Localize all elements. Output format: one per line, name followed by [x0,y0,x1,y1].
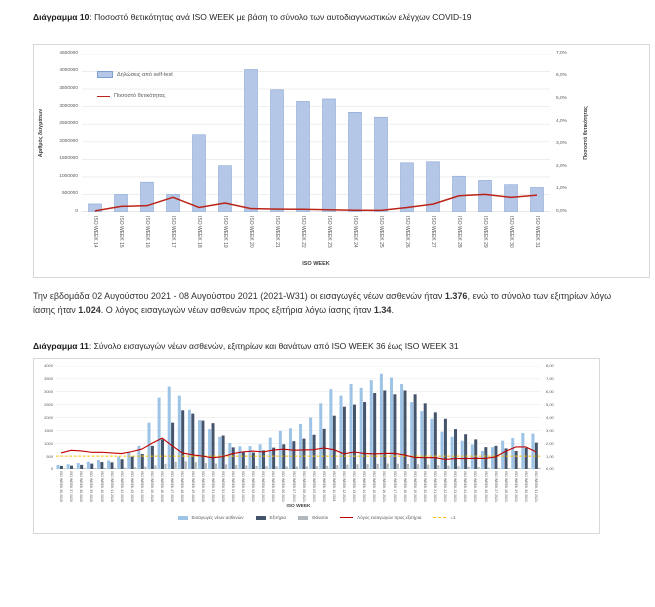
bar-1-week-22 [282,444,285,469]
bar-1-week-38 [444,419,447,469]
bar-0-week-8 [297,101,310,212]
x-axis-label: ISO WEEK 19 [222,216,228,248]
x-axis-label: ISO WEEK 10 2021 [321,471,326,502]
bar-2-week-45 [518,468,520,469]
bar-1-week-37 [434,412,437,469]
x-axis-label: ISO WEEK 47 2020 [170,471,175,502]
x-axis-label: ISO WEEK 41 2020 [109,471,114,502]
bar-0-week-1 [67,464,70,469]
x-axis-label: ISO WEEK 29 [482,216,488,248]
chart10-right-axis-title: Ποσοστό θετικότητας [583,106,589,160]
legend-label: =1 [450,515,456,520]
bar-0-week-39 [451,437,454,469]
x-axis-label: ISO WEEK 09 2021 [311,471,316,502]
left-axis-tick: 1500000 [59,156,78,162]
right-axis-tick: 0,0% [556,208,567,214]
x-axis-label: ISO WEEK 13 2021 [352,471,357,502]
x-axis-label: ISO WEEK 04 2021 [261,471,266,502]
x-axis-label: ISO WEEK 20 2021 [422,471,427,502]
bar-0-week-7 [271,90,284,212]
right-axis-tick: 2,0% [556,163,567,169]
x-axis-label: ISO WEEK 30 2021 [523,471,528,502]
chart-plot-area [56,366,541,469]
chart11-heading [33,341,459,351]
bar-0-week-14 [453,176,466,212]
bar-1-week-30 [363,402,366,469]
bar-2-week-40 [468,467,470,469]
bar-0-week-23 [289,428,292,469]
x-axis-label: ISO WEEK 27 2021 [493,471,498,502]
bar-2-week-13 [195,462,197,469]
bar-2-week-36 [427,465,429,469]
x-axis-label: ISO WEEK 37 2020 [69,471,74,502]
bar-0-week-16 [505,185,518,212]
left-axis-tick: 0 [75,208,78,214]
x-axis-label: ISO WEEK 17 2021 [392,471,397,502]
x-axis-label: ISO WEEK 29 2021 [513,471,518,502]
x-axis-label: ISO WEEK 43 2020 [129,471,134,502]
left-axis-tick: 500 [46,453,53,459]
bar-1-week-23 [292,441,295,469]
chart10-heading-label: Διάγραμμα 10 [33,12,90,22]
bar-0-week-26 [319,403,322,469]
bar-0-week-3 [87,462,90,469]
left-axis-tick: 0 [50,466,53,472]
bar-1-week-10 [161,439,164,469]
x-axis-label: ISO WEEK 52 2020 [220,471,225,502]
x-axis-label: ISO WEEK 25 [378,216,384,248]
bar-1-week-0 [60,466,63,469]
bar-0-week-37 [430,419,433,469]
chart-legend [34,515,599,520]
bar-2-week-3 [94,468,96,469]
chart10-x-axis-title: ISO WEEK [302,261,330,267]
x-axis-label: ISO WEEK 28 [456,216,462,248]
left-axis-tick: 4500000 [59,50,78,56]
bar-1-week-28 [343,407,346,469]
right-axis-tick: 6,0% [556,73,567,79]
right-axis-tick: 4,0% [556,118,567,124]
bar-2-week-16 [225,464,227,469]
legend-swatch [433,517,446,518]
chart-legend [97,71,173,99]
bar-2-week-15 [215,464,217,469]
legend-item [298,515,328,520]
bar-1-week-6 [121,459,124,469]
right-axis-tick: 5,00 [546,402,554,408]
bar-0-week-17 [531,187,544,212]
x-axis-label: ISO WEEK 27 [430,216,436,248]
bar-1-week-13 [191,414,194,469]
bar-2-week-21 [276,466,278,469]
bar-2-week-44 [508,468,510,469]
bar-2-week-18 [245,465,247,469]
bar-2-week-20 [265,466,267,469]
bar-0-week-14 [198,420,201,469]
bar-2-week-0 [63,468,65,469]
bar-0-week-46 [521,433,524,469]
bar-2-week-6 [124,468,126,469]
legend-item [97,71,173,78]
x-axis-label: ISO WEEK 28 2021 [503,471,508,502]
bar-0-week-28 [339,396,342,469]
paragraph-value: 1.024 [78,304,101,315]
chart11-figure [33,358,600,534]
legend-item [340,515,421,520]
bar-0-week-6 [245,69,258,212]
bar-0-week-19 [249,446,252,469]
bar-2-week-29 [356,464,358,469]
bar-2-week-28 [346,465,348,469]
bar-1-week-29 [353,405,356,469]
x-axis-label: ISO WEEK 12 2021 [342,471,347,502]
bar-2-week-47 [538,468,540,469]
x-axis-label: ISO WEEK 46 2020 [160,471,165,502]
x-axis-label: ISO WEEK 23 [326,216,332,248]
bar-2-week-19 [255,466,257,469]
x-axis-label: ISO WEEK 06 2021 [281,471,286,502]
legend-swatch [178,516,188,520]
legend-label: Δηλώσεις από self-test [117,71,173,78]
bar-1-week-41 [474,439,477,469]
bar-2-week-35 [417,464,419,469]
x-axis-label: ISO WEEK 24 [352,216,358,248]
bar-0-week-18 [238,446,241,469]
x-axis-label: ISO WEEK 18 [196,216,202,248]
bar-0-week-11 [375,117,388,212]
bar-1-week-45 [515,451,518,469]
left-axis-tick: 2500 [44,402,53,408]
left-axis-tick: 3500000 [59,85,78,91]
x-axis-label: ISO WEEK 15 [118,216,124,248]
paragraph-value: 1.376 [444,291,468,301]
bar-1-week-31 [373,393,376,469]
x-axis-label: ISO WEEK 36 2020 [59,471,64,502]
x-axis-label: ISO WEEK 21 [274,216,280,248]
x-axis-label: ISO WEEK 08 2021 [301,471,306,502]
bar-2-week-9 [154,465,156,469]
bar-1-week-32 [383,390,386,469]
bar-2-week-7 [134,467,136,469]
bar-0-week-6 [117,457,120,469]
bar-2-week-37 [437,465,439,469]
left-axis-tick: 2000 [44,414,53,420]
x-axis-label: ISO WEEK 22 2021 [443,471,448,502]
paragraph-text: , ενώ το σύνολο των εξιτηρίων λόγω ίασης ήταν [33,291,612,315]
bar-0-week-13 [188,410,191,469]
bar-0-week-21 [269,438,272,469]
bar-0-week-40 [461,441,464,469]
x-axis-label: ISO WEEK 49 2020 [190,471,195,502]
x-axis-label: ISO WEEK 11 2021 [331,471,336,502]
bar-2-week-32 [387,464,389,469]
bar-2-week-11 [174,462,176,469]
bar-0-week-44 [501,441,504,469]
paragraph-text: . Ο λόγος εισαγωγών νέων ασθενών προς εξιτήρια λόγω ίασης ήταν [100,304,374,315]
bar-1-week-46 [525,448,528,469]
right-axis-tick: 3,00 [546,427,554,433]
bar-2-week-14 [205,463,207,469]
bar-0-week-36 [420,411,423,469]
x-axis-label: ISO WEEK 44 2020 [139,471,144,502]
bar-0-week-5 [219,166,232,212]
bar-1-week-18 [242,452,245,469]
right-axis-tick: 5,0% [556,96,567,102]
x-axis-label: ISO WEEK 21 2021 [433,471,437,502]
chart10-left-axis-title: Αριθμός δειγμάτων [38,108,45,158]
bar-2-week-27 [336,465,338,469]
x-axis-label: ISO WEEK 22 [300,216,306,248]
bar-2-week-30 [366,464,368,469]
bar-2-week-24 [306,466,308,469]
x-axis-label: ISO WEEK 23 2021 [453,471,458,502]
left-axis-tick: 4000000 [59,68,78,74]
x-axis-label: ISO WEEK 39 2020 [89,471,94,502]
bar-2-week-23 [296,466,298,469]
bar-0-week-0 [57,465,60,469]
bar-0-week-12 [401,163,414,212]
bar-1-week-17 [232,447,235,469]
bar-2-week-8 [144,467,146,469]
x-axis-label: ISO WEEK 16 2021 [382,471,387,502]
legend-label: Ποσοστό θετικότητας [114,93,166,99]
bar-1-week-2 [80,465,83,469]
x-axis-label: ISO WEEK 38 2020 [79,471,84,502]
summary-paragraph [33,290,625,318]
bar-1-week-19 [252,453,255,469]
bar-2-week-12 [185,461,187,469]
bar-1-week-5 [110,462,113,469]
chart10-heading-text: : Ποσοστό θετικότητας ανά ISO WEEK με βάση το σύνολο των αυτοδιαγνωστικών ελέγχων COVID-19 [89,12,472,22]
right-axis-tick: 6,00 [546,389,554,395]
x-axis-label: ISO WEEK 14 [92,216,98,248]
x-axis-label: ISO WEEK 40 2020 [99,471,104,502]
bar-0-week-10 [158,398,161,469]
right-axis-tick: 2,00 [546,440,554,446]
x-axis-label: ISO WEEK 07 2021 [291,471,296,502]
bar-2-week-43 [498,468,500,469]
bar-1-week-27 [333,416,336,469]
x-axis-label: ISO WEEK 24 2021 [463,471,468,502]
bar-2-week-33 [397,464,399,469]
x-axis-label: ISO WEEK 30 [508,216,514,248]
chart11-heading-label: Διάγραμμα 11 [33,341,89,351]
bar-0-week-15 [208,429,211,469]
bar-1-week-24 [302,439,305,469]
bar-0-week-2 [77,463,80,469]
bar-0-week-32 [380,374,383,469]
bar-2-week-22 [286,466,288,469]
x-axis-label: ISO WEEK 45 2020 [150,471,155,502]
bar-0-week-11 [168,387,171,469]
legend-item [256,515,286,520]
legend-label: Εισαγωγές νέων ασθενών [191,515,244,520]
legend-label: Εξιτήρια [269,515,286,520]
x-axis-label: ISO WEEK 31 [534,216,540,248]
x-axis-label: ISO WEEK 15 2021 [372,471,377,502]
legend-swatch [97,71,113,78]
paragraph-text: . [391,304,394,315]
x-axis-label: ISO WEEK 01 2021 [230,471,235,502]
legend-swatch [298,516,308,520]
left-axis-tick: 2500000 [59,121,78,127]
bar-1-week-25 [313,435,316,469]
right-axis-tick: 3,0% [556,141,567,147]
bar-0-week-15 [479,180,492,212]
bar-0-week-41 [471,445,474,469]
bar-1-week-36 [424,403,427,469]
x-axis-label: ISO WEEK 26 [404,216,410,248]
left-axis-tick: 1000000 [59,173,78,179]
right-axis-tick: 1,00 [546,453,554,459]
x-axis-label: ISO WEEK 20 [248,216,254,248]
chart10-figure [33,44,650,278]
right-axis-tick: 0,00 [546,466,554,472]
x-axis-label: ISO WEEK 31 2021 [534,471,539,502]
bar-2-week-1 [73,468,75,469]
bar-2-week-41 [478,467,480,469]
x-axis-label: ISO WEEK 03 2021 [251,471,256,502]
bar-2-week-25 [316,466,318,469]
chart10-right-axis-title-wrap [580,54,592,212]
bar-0-week-4 [193,135,206,212]
x-axis-label: ISO WEEK 25 2021 [473,471,478,502]
bar-0-week-10 [349,112,362,212]
left-axis-tick: 3500 [44,376,53,382]
bar-0-week-20 [259,444,262,469]
bar-0-week-45 [511,438,514,469]
bar-0-week-1 [115,194,128,212]
left-axis-tick: 3000000 [59,103,78,109]
x-axis-label: ISO WEEK 51 2020 [210,471,215,502]
bar-1-week-20 [262,450,265,469]
bar-0-week-42 [481,451,484,469]
bar-2-week-17 [235,465,237,469]
chart10-left-axis-title-wrap [35,54,47,212]
ratio-line [95,194,537,210]
bar-2-week-38 [447,466,449,469]
x-axis-label: ISO WEEK 50 2020 [200,471,205,502]
paragraph-value: 1.34 [373,304,392,315]
bar-1-week-12 [181,410,184,469]
bar-1-week-3 [90,464,93,469]
bar-2-week-4 [104,468,106,469]
bar-0-week-7 [127,452,130,469]
bar-2-week-2 [84,468,86,469]
chart11-heading-text: : Σύνολο εισαγωγών νέων ασθενών, εξιτηρίων και θανάτων από ISO WEEK 36 έως ISO WEEK 31 [88,341,459,351]
bar-0-week-30 [360,388,363,469]
left-axis-tick: 1500 [44,427,53,433]
left-axis-tick: 500000 [61,191,78,197]
bar-2-week-39 [457,466,459,469]
left-axis-tick: 3000 [44,389,53,395]
legend-swatch [340,517,353,518]
legend-swatch [97,96,110,97]
legend-label: Λόγος εισαγωγών προς εξιτήρια [357,515,422,520]
right-axis-tick: 7,00 [546,376,554,382]
left-axis-tick: 2000000 [59,138,78,144]
bar-2-week-5 [114,468,116,469]
bar-1-week-26 [323,429,326,469]
bar-1-week-9 [151,446,154,469]
x-axis-label: ISO WEEK 42 2020 [119,471,124,502]
x-axis-label: ISO WEEK 18 2021 [402,471,407,502]
bar-0-week-33 [390,378,393,469]
bar-0-week-16 [218,437,221,469]
right-axis-tick: 8,00 [546,363,554,369]
x-axis-label: ISO WEEK 02 2021 [241,471,246,502]
bar-0-week-5 [107,461,110,469]
bar-1-week-33 [393,394,396,469]
chart11-x-axis-title: ISO WEEK [286,504,311,509]
bar-1-week-34 [403,390,406,469]
x-axis-label: ISO WEEK 19 2021 [412,471,417,502]
legend-swatch [256,516,266,520]
bar-0-week-24 [299,424,302,469]
x-axis-label: ISO WEEK 05 2021 [271,471,276,502]
legend-item [433,515,455,520]
left-axis-tick: 4000 [44,363,53,369]
x-axis-label: ISO WEEK 26 2021 [483,471,488,502]
bar-2-week-31 [377,464,379,469]
x-axis-label: ISO WEEK 17 [170,216,176,248]
legend-item [97,93,173,99]
bar-0-week-35 [410,402,413,469]
paragraph-text: Την εβδομάδα 02 Αυγούστου 2021 - 08 Αυγούστου 2021 (2021-W31) οι εισαγωγές νέων ασθενών ήταν [33,291,445,301]
bar-2-week-34 [407,464,409,469]
right-axis-tick: 7,0% [556,50,567,56]
right-axis-tick: 4,00 [546,414,554,420]
bar-1-week-16 [222,436,225,469]
bar-0-week-27 [329,389,332,469]
chart10-heading [33,12,471,22]
bar-0-week-38 [441,432,444,469]
legend-item [178,515,244,520]
bar-0-week-4 [97,460,100,469]
bar-0-week-9 [323,99,336,212]
bar-1-week-15 [212,423,215,469]
bar-2-week-10 [164,464,166,469]
legend-label: Θάνατοι [312,515,329,520]
bar-1-week-21 [272,448,275,469]
bar-1-week-1 [70,466,73,469]
left-axis-tick: 1000 [44,440,53,446]
bar-2-week-26 [326,466,328,469]
x-axis-label: ISO WEEK 48 2020 [180,471,185,502]
bar-1-week-4 [100,462,103,469]
bar-0-week-12 [178,396,181,469]
bar-0-week-25 [309,418,312,470]
bar-0-week-2 [141,182,154,212]
bar-2-week-46 [528,468,530,469]
right-axis-tick: 1,0% [556,186,567,192]
bar-1-week-14 [201,421,204,469]
bar-1-week-40 [464,434,467,469]
x-axis-label: ISO WEEK 16 [144,216,150,248]
x-axis-label: ISO WEEK 14 2021 [362,471,367,502]
bar-1-week-39 [454,429,457,469]
bar-2-week-42 [488,468,490,469]
bar-1-week-7 [131,457,134,469]
